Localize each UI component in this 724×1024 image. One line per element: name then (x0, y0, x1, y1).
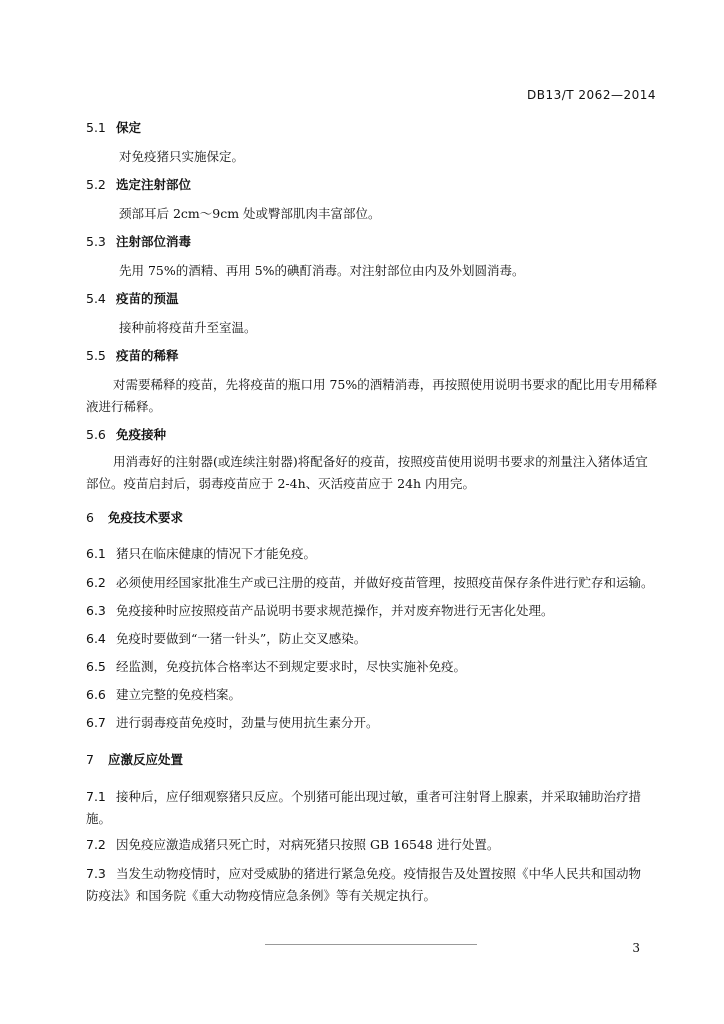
paragraph-line: 部位。疫苗启封后，弱毒疫苗应于 2-4h、灭活疫苗应于 24h 内用完。 (86, 476, 476, 491)
list-item (86, 787, 656, 807)
section-heading-7 (86, 750, 656, 770)
item-text: 接种后，应仔细观察猪只反应。个别猪可能出现过敏，重者可注射肾上腺素，并采取辅助治疗措 (116, 789, 642, 804)
section-title: 疫苗的预温 (116, 291, 179, 306)
item-text: 免疫接种时应按照疫苗产品说明书要求规范操作，并对废弃物进行无害化处理。 (116, 603, 554, 618)
section-heading-5-3 (86, 232, 656, 252)
page-number: 3 (632, 941, 640, 955)
paragraph: 先用 75%的酒精、再用 5%的碘酊消毒。对注射部位由内及外划圆消毒。 (119, 263, 525, 278)
paragraph-line: 用消毒好的注射器(或连续注射器)将配备好的疫苗，按照疫苗使用说明书要求的剂量注入猪体适宜 (113, 454, 648, 469)
item-number: 6.1 (86, 546, 106, 561)
list-item (86, 864, 656, 884)
paragraph: 颈部耳后 2cm～9cm 处或臀部肌肉丰富部位。 (119, 206, 381, 221)
paragraph-line: 对需要稀释的疫苗，先将疫苗的瓶口用 75%的酒精消毒，再按照使用说明书要求的配比用专用稀释 (113, 377, 658, 392)
section-number: 5.6 (86, 427, 106, 442)
paragraph-line: 施。 (86, 811, 112, 826)
item-text: 因免疫应激造成猪只死亡时，对病死猪只按照 GB 16548 进行处置。 (116, 837, 500, 852)
item-text: 经监测，免疫抗体合格率达不到规定要求时，尽快实施补免疫。 (116, 659, 467, 674)
section-heading-5-5 (86, 346, 656, 366)
section-number: 5.4 (86, 291, 106, 306)
section-title: 免疫接种 (116, 427, 167, 442)
list-item (86, 835, 656, 855)
item-text: 猪只在临床健康的情况下才能免疫。 (116, 546, 317, 561)
item-number: 6.2 (86, 575, 106, 590)
section-title: 免疫技术要求 (108, 510, 184, 525)
item-number: 6.3 (86, 603, 106, 618)
section-number: 6 (86, 510, 94, 525)
list-item (86, 629, 656, 649)
section-title: 保定 (116, 120, 142, 135)
footer-divider (265, 944, 477, 945)
paragraph: 接种前将疫苗升至室温。 (119, 320, 257, 335)
item-text: 进行弱毒疫苗免疫时，劲量与使用抗生素分开。 (116, 715, 379, 730)
section-title: 注射部位消毒 (116, 234, 192, 249)
item-number: 6.7 (86, 715, 106, 730)
list-item (86, 573, 656, 593)
section-heading-5-6 (86, 425, 656, 445)
paragraph-line: 防疫法》和国务院《重大动物疫情应急条例》等有关规定执行。 (86, 888, 437, 903)
document-code: DB13/T 2062—2014 (526, 88, 656, 102)
section-title: 选定注射部位 (116, 177, 192, 192)
section-number: 5.5 (86, 348, 106, 363)
item-text: 当发生动物疫情时，应对受威胁的猪进行紧急免疫。疫情报告及处置按照《中华人民共和国动物 (116, 866, 642, 881)
section-number: 5.3 (86, 234, 106, 249)
list-item (86, 713, 656, 733)
item-number: 6.4 (86, 631, 106, 646)
section-title: 疫苗的稀释 (116, 348, 179, 363)
item-number: 6.5 (86, 659, 106, 674)
paragraph-line: 液进行稀释。 (86, 399, 162, 414)
item-number: 7.3 (86, 866, 106, 881)
item-text: 免疫时要做到“一猪一针头”，防止交叉感染。 (116, 631, 367, 646)
section-number: 5.1 (86, 120, 106, 135)
section-heading-5-4 (86, 289, 656, 309)
list-item (86, 601, 656, 621)
section-heading-6 (86, 508, 656, 528)
section-title: 应激反应处置 (108, 752, 184, 767)
section-number: 7 (86, 752, 94, 767)
section-heading-5-2 (86, 175, 656, 195)
item-text: 建立完整的免疫档案。 (116, 687, 242, 702)
list-item (86, 685, 656, 705)
section-heading-5-1 (86, 118, 656, 138)
paragraph: 对免疫猪只实施保定。 (119, 149, 245, 164)
item-number: 7.1 (86, 789, 106, 804)
section-number: 5.2 (86, 177, 106, 192)
item-number: 6.6 (86, 687, 106, 702)
list-item (86, 544, 656, 564)
item-text: 必须使用经国家批准生产或已注册的疫苗，并做好疫苗管理，按照疫苗保存条件进行贮存和运输。 (116, 575, 654, 590)
list-item (86, 657, 656, 677)
item-number: 7.2 (86, 837, 106, 852)
